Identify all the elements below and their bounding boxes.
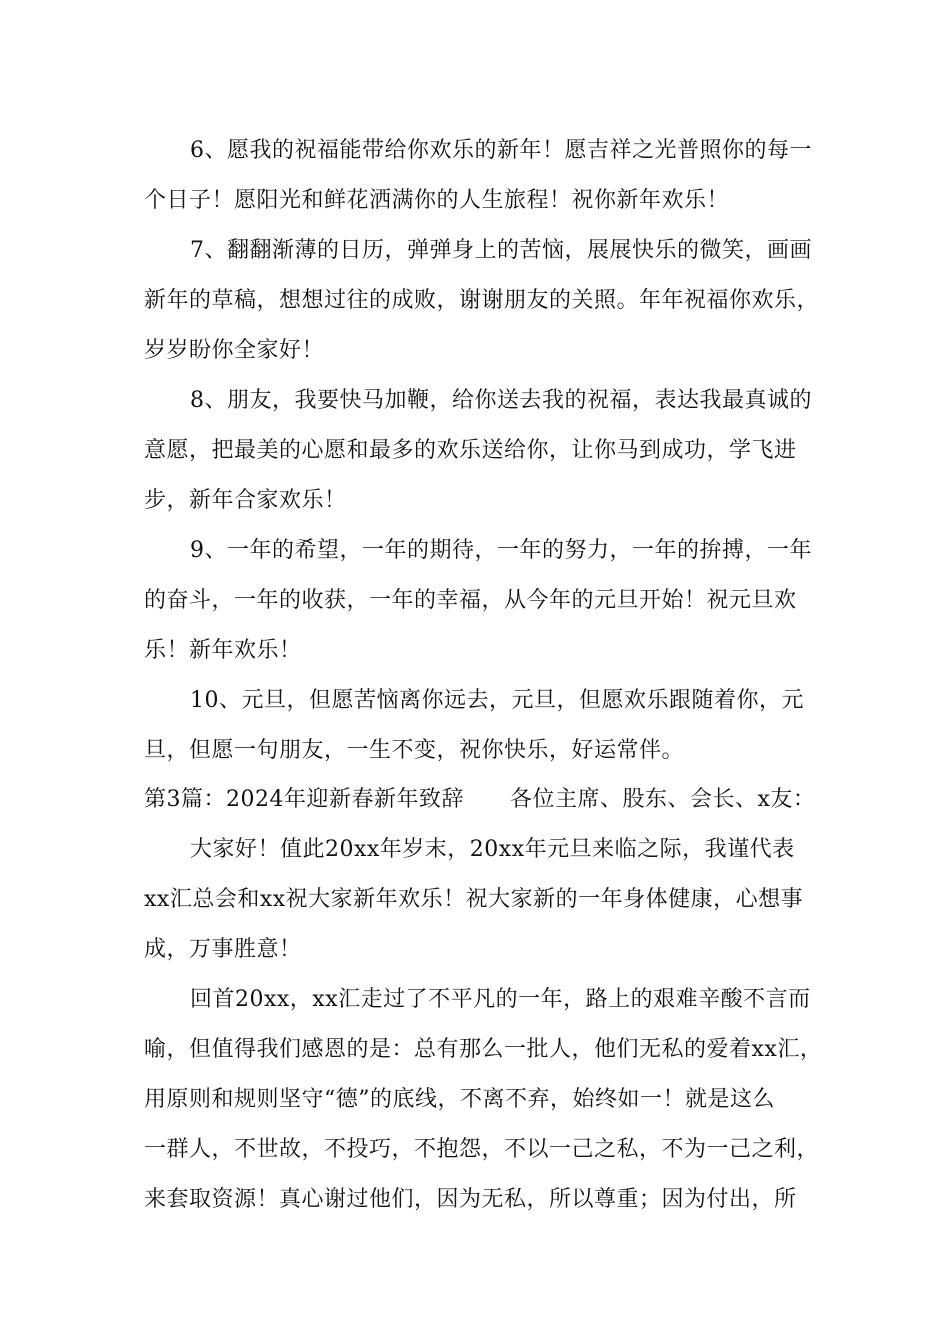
paragraph-7-line-1: 7、翻翻渐薄的日历，弹弹身上的苦恼，展展快乐的微笑，画画	[190, 238, 812, 263]
paragraph-9-line-1: 9、一年的希望，一年的期待，一年的努力，一年的拚搏，一年	[190, 538, 812, 563]
paragraph-10-line-2: 旦，但愿一句朋友，一生不变，祝你快乐，好运常伴。	[144, 738, 685, 763]
review-line-2: 喻，但值得我们感恩的是：总有那么一批人，他们无私的爱着xx汇，	[144, 1037, 823, 1062]
greeting-line-3: 成，万事胜意！	[144, 937, 302, 962]
paragraph-8-line-3: 步，新年合家欢乐！	[144, 488, 347, 513]
review-line-5: 来套取资源！真心谢过他们，因为无私，所以尊重；因为付出，所	[144, 1187, 797, 1212]
paragraph-9-line-2: 的奋斗，一年的收获，一年的幸福，从今年的元旦开始！祝元旦欢	[144, 588, 797, 613]
review-line-1: 回首20xx，xx汇走过了不平凡的一年，路上的艰难辛酸不言而	[190, 987, 811, 1012]
review-line-3: 用原则和规则坚守“德”的底线，不离不弃，始终如一！就是这么	[144, 1087, 775, 1112]
section-3-title: 第3篇：2024年迎新春新年致辞	[144, 787, 464, 812]
paragraph-7-line-3: 岁岁盼你全家好！	[144, 338, 325, 363]
paragraph-9-line-3: 乐！新年欢乐！	[144, 638, 302, 663]
section-3-salutation: 各位主席、股东、会长、x友：	[510, 787, 816, 812]
paragraph-10-line-1: 10、元旦，但愿苦恼离你远去，元旦，但愿欢乐跟随着你，元	[190, 688, 804, 713]
paragraph-6-line-2: 个日子！愿阳光和鲜花洒满你的人生旅程！祝你新年欢乐！	[144, 188, 730, 213]
section-3-heading	[144, 785, 814, 815]
greeting-line-2: xx汇总会和xx祝大家新年欢乐！祝大家新的一年身体健康，心想事	[144, 887, 804, 912]
greeting-line-1: 大家好！值此20xx年岁末，20xx年元旦来临之际，我谨代表	[190, 837, 795, 862]
paragraph-6-line-1: 6、愿我的祝福能带给你欢乐的新年！愿吉祥之光普照你的每一	[190, 138, 812, 163]
paragraph-8-line-1: 8、朋友，我要快马加鞭，给你送去我的祝福，表达我最真诚的	[190, 388, 812, 413]
paragraph-8-line-2: 意愿，把最美的心愿和最多的欢乐送给你，让你马到成功，学飞进	[144, 438, 797, 463]
paragraph-7-line-2: 新年的草稿，想想过往的成败，谢谢朋友的关照。年年祝福你欢乐，	[144, 288, 820, 313]
review-line-4: 一群人，不世故，不投巧，不抱怨，不以一己之私，不为一己之利，	[144, 1137, 820, 1162]
